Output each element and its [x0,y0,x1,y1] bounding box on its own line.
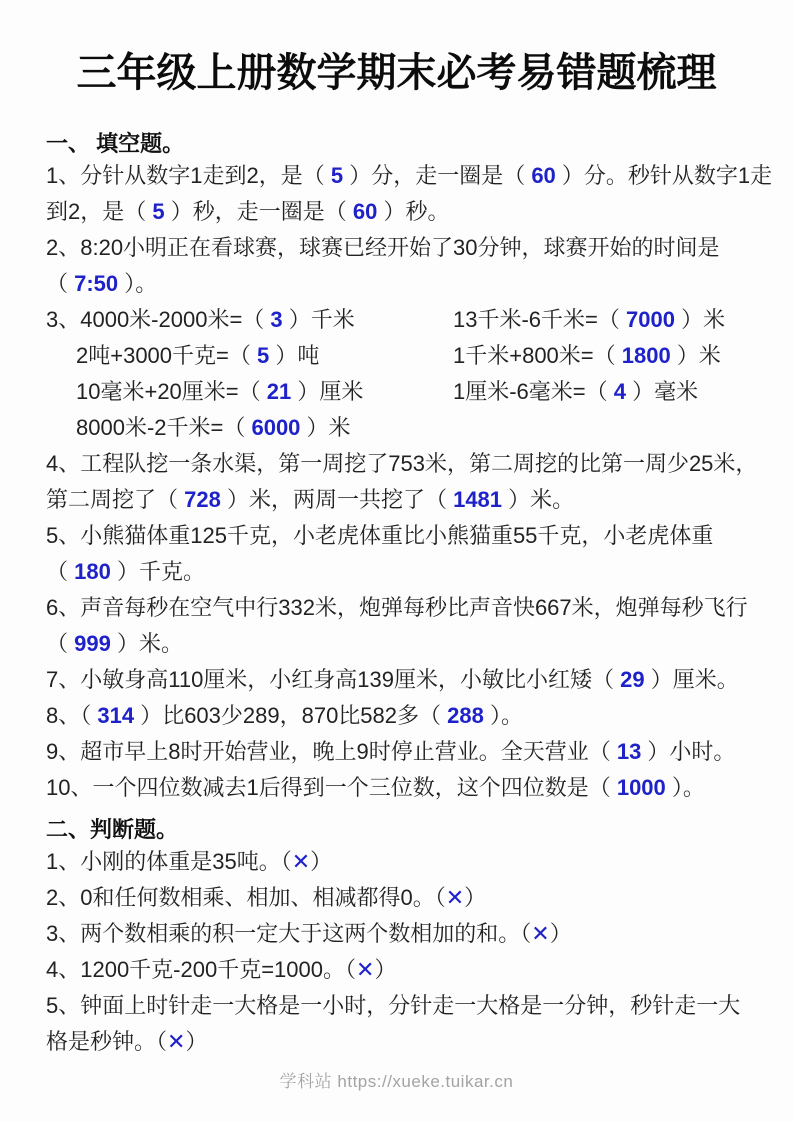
answer-value: 288 [447,703,484,728]
fill-q10: 10、一个四位数减去1后得到一个三位数，这个四位数是（ 1000 ）。 [46,775,705,800]
answer-value: 1000 [616,775,666,800]
answer-value: 60 [531,163,556,188]
fill-q7: 7、小敏身高110厘米，小红身高139厘米，小敏比小红矮（ 29 ）厘米。 [46,667,739,692]
answer-value: 5 [152,199,165,224]
answer-value: 1800 [621,343,671,368]
footer-watermark: 学科站 https://xueke.tuikar.cn [279,1072,514,1091]
answer-value: 1481 [453,487,503,512]
fill-q5-line1: 5、小熊猫体重125千克，小老虎体重比小熊猫重55千克，小老虎体重 [46,523,714,548]
fill-q2-line1: 2、8:20小明正在看球赛，球赛已经开始了30分钟，球赛开始的时间是 [46,235,720,260]
answer-value: 7000 [626,307,675,332]
judge-q3: 3、两个数相乘的积一定大于这两个数相加的和。（✕） [46,921,572,946]
fill-q3-row1-right: 13千米-6千米=（ 7000 ）米 [453,307,726,332]
answer-value: 314 [97,703,135,728]
fill-q3-row2-left: 2吨+3000千克=（ 5 ）吨 [76,343,320,368]
answer-value: ✕ [531,921,550,946]
answer-value: 6000 [251,415,301,440]
fill-q3-row3-left: 10毫米+20厘米=（ 21 ）厘米 [76,379,364,404]
answer-value: 3 [270,307,283,332]
worksheet-content [0,130,793,1060]
answer-value: 5 [330,163,344,188]
fill-q9: 9、超市早上8时开始营业，晚上9时停止营业。全天营业（ 13 ）小时。 [46,739,736,764]
fill-q1-line1: 1、分针从数字1走到2，是（ 5 ）分，走一圈是（ 60 ）分。秒针从数字1走 [46,163,773,188]
answer-value: 180 [74,559,111,584]
fill-q5-line2: （ 180 ）千克。 [46,559,205,584]
fill-q8: 8、（ 314 ）比603少289，870比582多（ 288 ）。 [46,703,523,728]
answer-value: 21 [266,379,292,404]
judge-q4: 4、1200千克-200千克=1000。（✕） [46,957,397,982]
fill-q3-row4 [46,410,749,446]
answer-value: 5 [257,343,270,368]
fill-q3-row1 [46,302,749,338]
fill-q3-row2 [46,338,749,374]
answer-value: ✕ [291,849,311,874]
answer-value: ✕ [445,885,465,910]
section-judge-heading: 二、判断题。 [46,817,179,842]
fill-q6-line1: 6、声音每秒在空气中行332米，炮弹每秒比声音快667米，炮弹每秒飞行 [46,595,748,620]
judge-q5-line2: 格是秒钟。（✕） [46,1029,208,1054]
page-title: 三年级上册数学期末必考易错题梳理 [76,51,717,95]
fill-q3-row1-left: 3、4000米-2000米=（ 3 ）千米 [46,307,355,332]
section-fill-heading: 一、 填空题。 [46,131,185,156]
judge-q1: 1、小刚的体重是35吨。（✕） [46,849,333,874]
fill-q1-line2: 到2，是（ 5 ）秒，走一圈是（ 60 ）秒。 [46,199,450,224]
fill-q6-line2: （ 999 ）米。 [46,631,183,656]
fill-q3-row3-right: 1厘米-6毫米=（ 4 ）毫米 [453,379,699,404]
fill-q4-line2: 第二周挖了（ 728 ）米，两周一共挖了（ 1481 ）米。 [46,487,575,512]
answer-value: 7:50 [74,271,119,296]
fill-q4-line1: 4、工程队挖一条水渠，第一周挖了753米，第二周挖的比第一周少25米， [46,451,758,476]
answer-value: 4 [613,379,627,404]
judge-q2: 2、0和任何数相乘、相加、相减都得0。（✕） [46,885,487,910]
answer-value: 29 [620,667,645,692]
answer-value: ✕ [167,1029,186,1054]
fill-q3-row2-right: 1千米+800米=（ 1800 ）米 [453,343,721,368]
answer-value: ✕ [356,957,375,982]
fill-q3-row3 [46,374,749,410]
answer-value: 728 [184,487,221,512]
answer-value: 999 [74,631,111,656]
fill-q3-row4-left: 8000米-2千米=（ 6000 ）米 [76,415,351,440]
fill-q2-line2: （ 7:50 ）。 [46,271,158,296]
judge-q5-line1: 5、钟面上时针走一大格是一小时，分针走一大格是一分钟，秒针走一大 [46,993,741,1018]
answer-value: 60 [352,199,378,224]
answer-value: 13 [616,739,642,764]
